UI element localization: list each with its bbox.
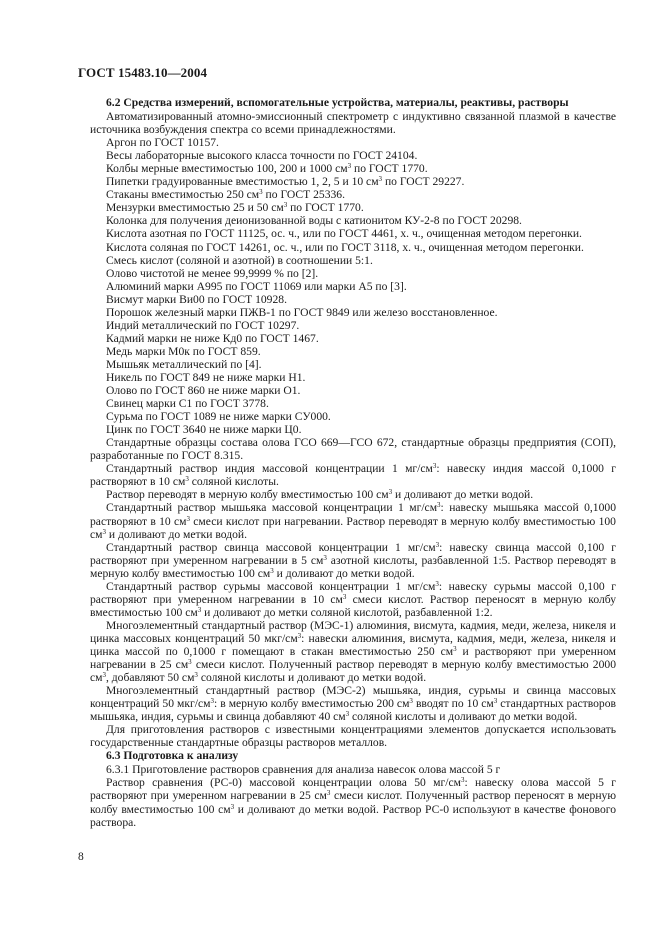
list-item: Никель по ГОСТ 849 не ниже марки Н1. xyxy=(106,370,306,384)
paragraph-standard-samples: Стандартные образцы состава олова ГСО 669—ГСО 672, стандартные образцы предприятия (СОП), разработанные по ГОСТ 8.315. xyxy=(90,436,616,463)
document-header: ГОСТ 15483.10—2004 xyxy=(78,65,208,80)
list-item: Свинец марки С1 по ГОСТ 3778. xyxy=(106,397,269,411)
list-item: Весы лабораторные высокого класса точности по ГОСТ 24104. xyxy=(106,149,418,163)
section-heading-6-2: 6.2 Средства измерений, вспомогательные устройства, материалы, реактивы, растворы xyxy=(106,96,569,109)
list-item: Кадмий марки не ниже Кд0 по ГОСТ 1467. xyxy=(106,331,319,345)
list-item: Висмут марки Ви00 по ГОСТ 10928. xyxy=(106,292,287,306)
paragraph-arsenic-solution: Стандартный раствор мышьяка массовой концентрации 1 $мг/см^3$: навеску мышьяка массой 0,1000 растворяют в 10 $см^3$ смеси кислот при нагревании. Раствор переводят в мерную колбу вместимостью 100 $см^3$ и доливают до метки водой. xyxy=(90,501,616,541)
paragraph-antimony-solution: Стандартный раствор сурьмы массовой концентрации 1 $мг/см^3$: навеску сурьмы массой 0,100 г растворяют при умеренном нагревании в 10 $см^3$ смеси кислот. Раствор переносят в мерную колбу вместимостью 100 $см^3$ и доливают до метки соляной кислотой, разбавленной 1:2. xyxy=(90,579,617,619)
list-item: Стаканы вместимостью 250 $см^3$ по ГОСТ 25336. xyxy=(106,188,345,202)
list-item: Алюминий марки А995 по ГОСТ 11069 или марки А5 по [3]. xyxy=(106,279,407,293)
list-item: Аргон по ГОСТ 10157. xyxy=(106,136,219,150)
section-heading-6-3: 6.3 Подготовка к анализу xyxy=(106,749,239,763)
equipment-list xyxy=(90,136,616,436)
subsection-6-3-1: 6.3.1 Приготовление растворов сравнения для анализа навесок олова массой 5 г xyxy=(106,763,501,777)
paragraph-allowed-gso: Для приготовления растворов с известными концентрациями элементов допускается использовать государственные стандартные образцы растворов металлов. xyxy=(90,723,616,750)
list-item: Медь марки М0к по ГОСТ 859. xyxy=(106,344,261,358)
list-item: Мышьяк металлический по [4]. xyxy=(106,357,262,371)
page-number: 8 xyxy=(78,851,84,863)
list-item: Сурьма по ГОСТ 1089 не ниже марки СУ000. xyxy=(106,410,331,424)
document-body xyxy=(90,96,616,829)
list-item: Кислота соляная по ГОСТ 14261, ос. ч., или по ГОСТ 3118, х. ч., очищенная методом перегонки. xyxy=(106,240,584,254)
list-item: Олово по ГОСТ 860 не ниже марки О1. xyxy=(106,384,301,398)
list-item: Мензурки вместимостью 25 и 50 $см^3$ по ГОСТ 1770. xyxy=(106,201,364,215)
list-item: Порошок железный марки ПЖВ-1 по ГОСТ 9849 или железо восстановленное. xyxy=(106,305,498,319)
list-item: Индий металлический по ГОСТ 10297. xyxy=(106,318,300,332)
paragraph-indium-solution: Стандартный раствор индия массовой концентрации 1 $мг/см^3$: навеску индия массой 0,1000 г растворяют в 10 $см^3$ соляной кислоты. xyxy=(90,462,616,489)
list-item: Смесь кислот (соляной и азотной) в соотношении 5:1. xyxy=(106,253,373,267)
paragraph-rs0-solution: Раствор сравнения (РС-0) массовой концентрации олова 50 $мг/см^3$: навеску олова массой 5 г растворяют при умеренном нагревании в 25 $см^3$ смеси кислот. Полученный раствор переносят в мерную колбу вместимостью 100 $см^3$ и доливают до метки водой. Раствор РС-0 используют в качестве фонового раствора. xyxy=(90,776,617,829)
list-item: Пипетки градуированные вместимостью 1, 2, 5 и 10 $см^3$ по ГОСТ 29227. xyxy=(106,175,465,189)
list-item: Кислота азотная по ГОСТ 11125, ос. ч., или по ГОСТ 4461, х. ч., очищенная методом перегонки. xyxy=(106,227,582,241)
paragraph-spectrometer: Автоматизированный атомно-эмиссионный спектрометр с индуктивно связанной плазмой в качестве источника возбуждения спектра со всеми принадлежностями. xyxy=(90,110,616,137)
list-item: Цинк по ГОСТ 3640 не ниже марки Ц0. xyxy=(106,423,302,437)
paragraph-lead-solution: Стандартный раствор свинца массовой концентрации 1 $мг/см^3$: навеску свинца массой 0,100 г растворяют при умеренном нагревании в 5 $см^3$ азотной кислоты, разбавленной 1:5. Раствор переводят в мерную колбу вместимостью 100 $см^3$ и доливают до метки водой. xyxy=(90,540,616,580)
paragraph-mes1-solution: Многоэлементный стандартный раствор (МЭС-1) алюминия, висмута, кадмия, меди, железа, никеля и цинка массовых концентраций 50 мкг/$см^3$: навески алюминия, висмута, кадмия, меди, железа, никеля и цинка массой по 0,1000 г помещают в стакан вместимостью 250 $см^3$ и растворяют при умеренном нагревании в 25 $см^3$ смеси кислот. Полученный раствор переводят в мерную колбу вместимостью 2000 $см^3$, добавляют 50 $см^3$ соляной кислоты и доливают до метки водой. xyxy=(90,618,617,685)
list-item: Колонка для получения деионизованной воды с катионитом КУ-2-8 по ГОСТ 20298. xyxy=(106,214,522,228)
list-item: Олово чистотой не менее 99,9999 % по [2]. xyxy=(106,266,319,280)
paragraph-mes2-solution: Многоэлементный стандартный раствор (МЭС-2) мышьяка, индия, сурьмы и свинца массовых концентраций 50 мкг/$см^3$: в мерную колбу вместимостью 200 $см^3$ вводят по 10 $см^3$ стандартных растворов мышьяка, индия, сурьмы и свинца добавляют 40 $см^3$ соляной кислоты и доливают до метки водой. xyxy=(90,684,616,724)
list-item: Колбы мерные вместимостью 100, 200 и 1000 $см^3$ по ГОСТ 1770. xyxy=(106,162,428,176)
paragraph-indium-transfer: Раствор переводят в мерную колбу вместимостью 100 $см^3$ и доливают до метки водой. xyxy=(106,488,534,502)
